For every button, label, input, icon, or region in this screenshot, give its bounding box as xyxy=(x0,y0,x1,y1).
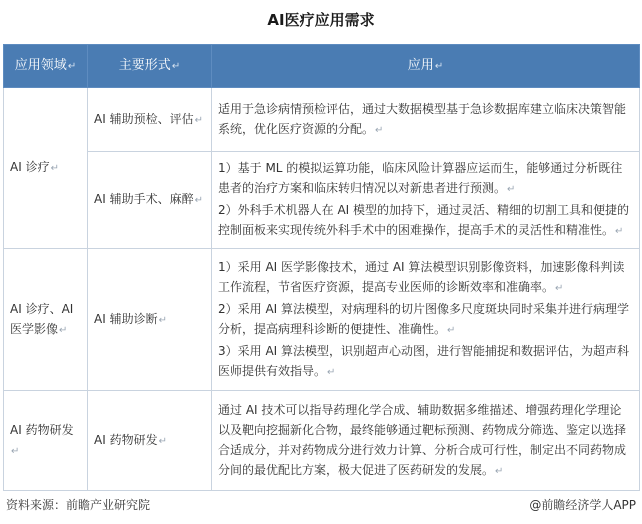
cell-area-diagnosis: AI 诊疗↵ xyxy=(4,88,88,249)
cell-form-drug: AI 药物研发↵ xyxy=(88,391,212,491)
table-row xyxy=(4,88,640,152)
header-area-label: 应用领域 xyxy=(14,57,67,73)
table-row xyxy=(4,249,640,391)
table-row xyxy=(4,391,640,491)
cell-app-drug: 通过 AI 技术可以指导药理化学合成、辅助数据多维描述、增强药理化学理论以及靶向挖掘新化合物，最终能够通过靶标预测、药物成分筛选、鉴定以选择合适成分，并对药物成分进行效力计算、分析合成可行性，制定出不同药物成分间的最优配比方案，极大促进了医药研发的发展。↵ xyxy=(212,391,640,491)
cell-area-drug: AI 药物研发↵ xyxy=(4,391,88,491)
header-application: 应用↵ xyxy=(212,45,640,88)
cell-app-pretriage: 适用于急诊病情预检评估，通过大数据模型基于急诊数据库建立临床决策智能系统，优化医疗资源的分配。↵ xyxy=(212,88,640,152)
source-note: 资料来源：前瞻产业研究院 xyxy=(6,498,151,512)
ai-medical-table xyxy=(3,44,640,491)
cell-area-imaging: AI 诊疗、AI 医学影像↵ xyxy=(4,249,88,391)
header-form-label: 主要形式 xyxy=(118,57,171,73)
cell-app-diagnosis xyxy=(212,249,640,391)
app-paragraph: 2）外科手术机器人在 AI 模型的加持下，通过灵活、精细的切割工具和便捷的控制面板来实现传统外科手术中的困难操作，提高手术的灵活性和精准性。↵ xyxy=(218,203,630,237)
cell-form-surgery: AI 辅助手术、麻醉↵ xyxy=(88,152,212,249)
cell-form-pretriage: AI 辅助预检、评估↵ xyxy=(88,88,212,152)
table-header-row xyxy=(4,45,640,88)
app-paragraph: 3）采用 AI 算法模型，识别超声心动图，进行智能捕捉和数据评估，为超声科医师提供有效指导。↵ xyxy=(218,343,630,378)
table-row xyxy=(4,152,640,249)
app-paragraph: 2）采用 AI 算法模型，对病理科的切片图像多尺度斑块同时采集并进行病理学分析，提高病理科诊断的便捷性、准确性。↵ xyxy=(218,301,630,336)
cell-form-diagnosis: AI 辅助诊断↵ xyxy=(88,249,212,391)
header-area: 应用领域↵ xyxy=(4,45,88,88)
cell-app-surgery xyxy=(212,152,640,249)
page-title: AI医疗应用需求 xyxy=(267,11,375,29)
header-form: 主要形式↵ xyxy=(88,45,212,88)
credit-note: @前瞻经济学人APP xyxy=(529,498,636,512)
header-application-label: 应用 xyxy=(407,57,434,73)
app-paragraph: 1）采用 AI 医学影像技术，通过 AI 算法模型识别影像资料，加速影像科判读工作流程，节省医疗资源，提高专业医师的诊断效率和准确率。↵ xyxy=(218,259,625,294)
app-paragraph: 1）基于 ML 的模拟运算功能，临床风险计算器应运而生，能够通过分析既往患者的治疗方案和临床转归情况以对新患者进行预测。↵ xyxy=(218,161,623,195)
